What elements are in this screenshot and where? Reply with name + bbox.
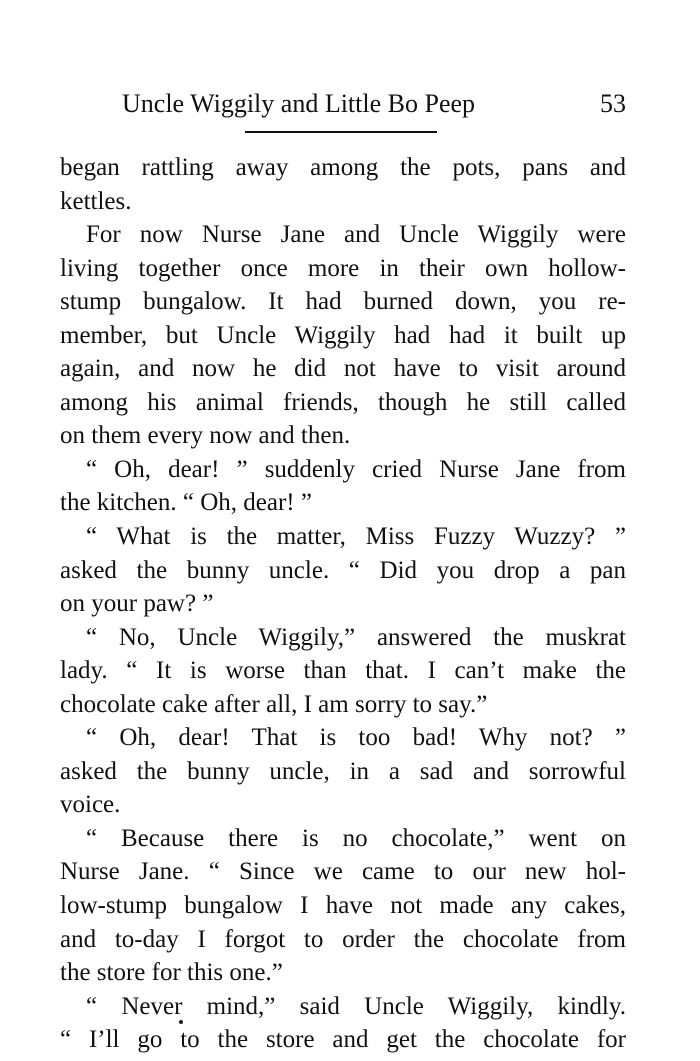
text-line: “ Never mind,” said Uncle Wiggily, kindly. <box>86 992 626 1020</box>
running-title: Uncle Wiggily and Little Bo Peep <box>122 89 476 118</box>
text-line: For now Nurse Jane and Uncle Wiggily were <box>86 221 626 249</box>
text-line: and to-day I forgot to order the chocolate from <box>60 925 626 953</box>
text-line: “ Oh, dear! ” suddenly cried Nurse Jane from <box>86 455 626 483</box>
page-number: 53 <box>600 89 626 118</box>
text-line: stump bungalow. It had burned down, you re- <box>60 288 626 316</box>
text-line: asked the bunny uncle. “ Did you drop a pan <box>60 556 626 584</box>
text-line: lady. “ It is worse than that. I can’t make the <box>60 657 626 685</box>
text-line: began rattling away among the pots, pans and <box>60 154 626 181</box>
text-line: among his animal friends, though he still called <box>60 388 626 416</box>
text-line: “ No, Uncle Wiggily,” answered the muskrat <box>86 623 626 651</box>
text-line: on your paw? ” <box>60 590 214 618</box>
text-line: living together once more in their own hollow- <box>60 254 626 282</box>
text-line: kettles. <box>60 187 132 215</box>
text-line: low-stump bungalow I have not made any cakes, <box>60 892 626 920</box>
ink-speck <box>179 1020 183 1024</box>
text-line: chocolate cake after all, I am sorry to say.” <box>60 690 488 718</box>
text-line: “ What is the matter, Miss Fuzzy Wuzzy? ” <box>86 523 626 551</box>
text-line: “ Because there is no chocolate,” went on <box>86 824 626 852</box>
text-line: “ Oh, dear! That is too bad! Why not? ” <box>86 724 626 752</box>
text-line: Nurse Jane. “ Since we came to our new hol- <box>60 858 626 886</box>
text-line: again, and now he did not have to visit around <box>60 355 626 383</box>
text-line: the store for this one.” <box>60 959 283 987</box>
page-header <box>60 86 626 122</box>
text-line: “ I’ll go to the store and get the chocolate for <box>60 1026 626 1054</box>
text-line: the kitchen. “ Oh, dear! ” <box>60 489 312 517</box>
header-rule <box>245 131 437 133</box>
text-line: on them every now and then. <box>60 422 351 450</box>
text-line: asked the bunny uncle, in a sad and sorrowful <box>60 757 626 785</box>
text-line: member, but Uncle Wiggily had had it built up <box>60 321 626 349</box>
body-text <box>60 151 626 1057</box>
text-line: voice. <box>60 791 121 819</box>
